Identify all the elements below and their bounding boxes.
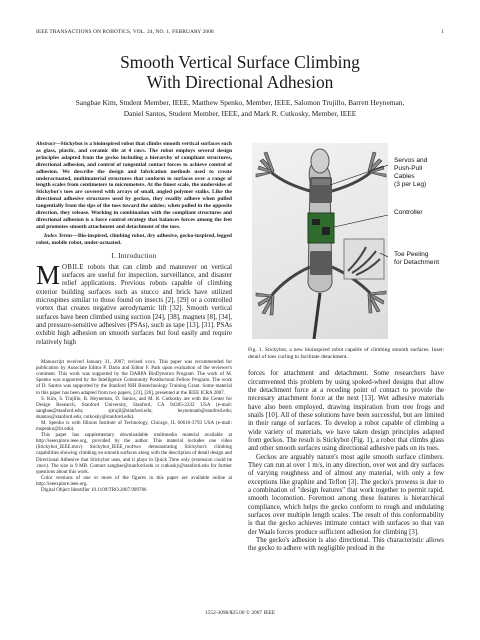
stickybot-photo [252,143,388,339]
paper-title [36,52,444,92]
authors-line-2: Daniel Santos, Student Member, IEEE, and Mark R. Cutkosky, Member, IEEE [123,109,357,118]
right-paragraph-3: The gecko's adhesion is also directional. This characteristic allows the gecko to adhere with negligible preload in the [248,537,444,553]
stickybot-robot-illustration [252,143,388,339]
index-terms-text: —Bio-inspired, climbing robot, dry adhesive, gecko-inspired, legged robot, mobile robot, under-actuated. [36,232,232,246]
intro-smallcaps: OBILE [62,263,84,271]
intro-text: robots that can climb and maneuver on vertical surfaces are useful for inspection, surveillance, and disaster relief applications. Previous robots capable of climbing exterior building surfaces such as stucco and brick have utilized microspines similar to those found on insects [2], [29] or a controlled vortex that creates negative aerodynamic lift [32]. Smooth vertical surfaces have been climbed using suction [24], [38], magnets [8], [34], and pressure-sensitive adhesives (PSAs), such as tape [13], [31]. PSAs exhibit high adhesion on smooth surfaces but foul easily and require relatively high [36,263,232,346]
figure-1 [248,141,444,341]
right-paragraph-2: Geckos are arguably nature's most agile smooth surface climbers. They can run at over 1 m/s, in any direction, over wet and dry surfaces of varying roughness and of almost any material, with only a few exceptions like graphite and Teflon [3]. The gecko's prowess is due to a combination of "design features" that work together to permit rapid, smooth locomotion. Foremost among these features is hierarchical compliance, which helps the gecko conform to rough and undulating surfaces over multiple length scales. The result of this conformability is that the gecko achieves intimate contact with surfaces so that van der Waals forces produce sufficient adhesion for climbing [3]. [248,453,444,536]
left-column [36,141,232,493]
copyright-line: 1552-3098/$25.00 © 2007 IEEE [204,610,276,616]
footnote-doi: Digital Object Identifier 10.1109/TRO.2007.909786 [41,487,147,493]
authors-line-1: Sangbae Kim, Student Member, IEEE, Matthew Spenko, Member, IEEE, Salomon Trujillo, Barrett Heyneman, [75,98,405,107]
intro-paragraph [36,260,232,347]
footnote-color: Color versions of one or more of the figures in this paper are available online at http://ieeexplore.ieee.org. [36,474,232,487]
footnote-multimedia: This paper has supplementary downloadable multimedia material available at http://ieeexplore.ieee.org, provided by the author. This material includes one video (Stickybot_IEEE.mov) Stickybot_IEEE_rooftwo demonstrating Stickybot's climbing capabilities showing climbing on smooth surfaces along with the description of detail design and Directional Adhesive that Stickybot uses, and it plays in Quick Time only (extension could be .mov). The size is 9 MB. Contact sangbae@stanford.edu or cutkosky@stanford.edu for further questions about this work. [36,432,232,475]
right-column [248,141,444,554]
figure-1-caption: Fig. 1. Stickybot, a new bioinspired robot capable of climbing smooth surfaces. Inset: detail of toes curling to facilitate detachment. [248,347,444,360]
index-terms [36,233,232,247]
abstract-lead: Abstract [36,141,55,147]
footnote-manuscript: Manuscript received January 31, 2007; revised xxxx. This paper was recommended for publication by Associate Editor P. Dario and Editor F. Park upon evaluation of the reviewer's comment. This work was supported by the DARPA BioDynotics Program. The work of M. Spenko was supported by the Intelligence Community Postdoctoral Fellow Program. The work of D. Santos was supported by the Stanford NIH Biotechnology Training Grant. Some material in this paper has been adapted from two papers, [23], [28], presented at the IEEE ICRA 2007. [36,359,232,396]
footnotes [36,359,232,493]
section-heading-introduction: I. Introduction [111,251,157,260]
author-list [36,97,444,119]
footnote-affiliation-iit: M. Spenko is with Illinois Institute of Technology, Chicago, IL 60616-3793 USA (e-mail: mspenko@iit.edu). [36,419,232,433]
abstract [36,141,232,231]
callout-controller: Controller [394,209,423,216]
callout-toe-peeling: Toe Peeling for Detachment [394,251,440,266]
index-terms-lead: Index Terms [44,232,73,239]
abstract-text: —Stickybot is a bioinspired robot that climbs smooth vertical surfaces such as glass, plastic, and ceramic tile at 4 cm/s. The robot employs several design principles adapted from the gecko including a hierarchy of compliant structures, directional adhesion, and control of tangential contact forces to achieve control of adhesion. We describe the design and fabrication methods used to create underactuated, multimaterial structures that conform to surfaces over a range of length scales from centimeters to micrometers. At the finest scale, the undersides of Stickybot's toes are covered with arrays of small, angled polymer stalks. Like the directional adhesive structures used by geckos, they readily adhere when pulled tangentially from the tips of the toes toward the ankles; when pulled in the opposite direction, they release. Working in combination with the compliant structures and directional adhesion is a force control strategy that balances forces among the feet and promotes smooth attachment and detachment of the toes. [36,141,232,230]
running-head [36,29,444,39]
callout-servos: Servos and Push-Pull Cables (3 per Leg) [394,157,428,188]
page-number: 1 [441,29,444,35]
title-line-2: With Directional Adhesion [146,72,334,92]
drop-cap: M [36,260,61,291]
journal-header: IEEE TRANSACTIONS ON ROBOTICS, VOL. 24, NO. 1, FEBRUARY 2008 [36,29,214,35]
title-line-1: Smooth Vertical Surface Climbing [120,52,360,72]
right-paragraph-1: forces for attachment and detachment. Some researchers have circumvented this problem by using spoked-wheel designs that allow the detachment force at a receding point of contact to provide the necessary attachment force at the next [13]. Wet adhesive materials have also been employed, drawing inspiration from tree frogs and snails [10]. All of these solutions have been successful, but are limited in their range of surfaces. To develop a robot capable of climbing a wide variety of materials, we have taken design principles adapted from geckos. The result is Stickybot (Fig. 1), a robot that climbs glass and other smooth surfaces using directional adhesive pads on its toes. [248,370,444,453]
footnote-affiliation-stanford: S. Kim, S. Trujillo, B. Heyneman, D. Santos, and M. R. Cutkosky are with the Center for Design Research, Stanford University, Stanford, CA 94305-2232 USA (e-mail: sangbae@stanford.edu; sjtrujil@stanford.edu; heynemanb@stanford.edu; dsantos@stanford.edu; cutkosky@stanford.edu). [36,395,232,420]
